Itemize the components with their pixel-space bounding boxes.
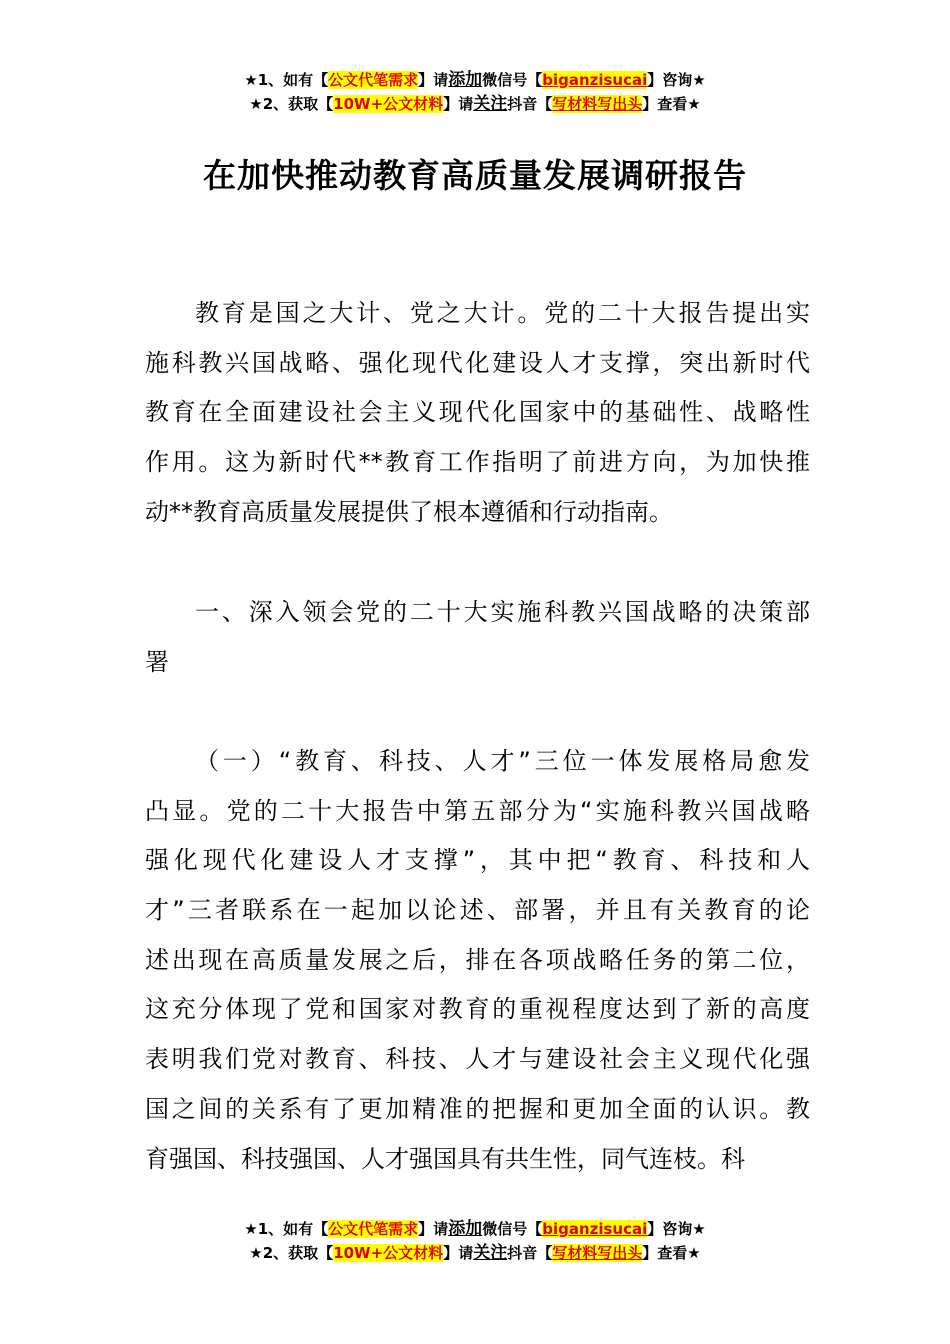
banner-text: 】咨询★ (647, 1220, 706, 1238)
section-heading-1 (145, 588, 810, 687)
banner-text: 】请 (443, 1244, 474, 1262)
text-line: 强化现代化建设人才支撑”，其中把“教育、科技和人 (145, 846, 810, 875)
text-line: 育强国、科技强国、人才强国具有共生性，同气连枝。科 (145, 1144, 745, 1173)
text-line: 教育是国之大计、党之大计。党的二十大报告提出实 (195, 299, 810, 327)
text-line: 署 (145, 647, 169, 676)
text-line: 施科教兴国战略、强化现代化建设人才支撑，突出新时代 (145, 348, 810, 377)
banner-text: 】请 (443, 95, 474, 113)
banner-text: 】请 (418, 1220, 449, 1238)
text-line: （一）“教育、科技、人才”三位一体发展格局愈发 (195, 747, 810, 775)
text-line: 动**教育高质量发展提供了根本遵循和行动指南。 (145, 497, 673, 526)
banner-highlight: 公文代笔需求 (328, 1220, 419, 1238)
banner-text: 】请 (418, 71, 449, 89)
banner-emphasis: 添加 (448, 1219, 483, 1239)
banner-text: 抖音【 (507, 1244, 553, 1262)
banner-highlight: 公文代笔需求 (328, 71, 419, 89)
banner-line (0, 1241, 950, 1265)
text-line: 表明我们党对教育、科技、人才与建设社会主义现代化强 (145, 1045, 810, 1074)
document-title: 在加快推动教育高质量发展调研报告 (203, 156, 747, 195)
banner-line (0, 68, 950, 92)
banner-text: 微信号【 (482, 1220, 543, 1238)
banner-highlight: 10W+公文材料 (333, 1244, 444, 1262)
banner-highlight-link[interactable]: 写材料写出头 (552, 95, 643, 113)
banner-text: ★2、获取【 (249, 1244, 334, 1262)
banner-text: 微信号【 (482, 71, 543, 89)
banner-line (0, 92, 950, 116)
banner-emphasis: 添加 (448, 70, 483, 90)
banner-text: ★1、如有【 (244, 1220, 329, 1238)
banner-text: 】咨询★ (647, 71, 706, 89)
banner-highlight: 10W+公文材料 (333, 95, 444, 113)
text-line: 才”三者联系在一起加以论述、部署，并且有关教育的论 (145, 896, 810, 925)
banner-line (0, 1217, 950, 1241)
text-line: 一、深入领会党的二十大实施科教兴国战略的决策部 (195, 598, 810, 626)
banner-text: ★2、获取【 (249, 95, 334, 113)
banner-emphasis: 关注 (473, 1243, 508, 1263)
paragraph-intro (145, 289, 810, 537)
banner-highlight-link[interactable]: 写材料写出头 (552, 1244, 643, 1262)
banner-text: 】查看★ (642, 95, 701, 113)
banner-highlight-link[interactable]: biganzisucai (542, 71, 648, 89)
promo-banner-bottom (0, 1217, 950, 1265)
text-line: 这充分体现了党和国家对教育的重视程度达到了新的高度 (145, 995, 810, 1024)
text-line: 教育在全面建设社会主义现代化国家中的基础性、战略性 (145, 398, 810, 427)
promo-banner-top (0, 68, 950, 116)
banner-emphasis: 关注 (473, 94, 508, 114)
paragraph-1-1 (145, 737, 810, 1184)
text-line: 述出现在高质量发展之后，排在各项战略任务的第二位， (145, 945, 810, 974)
banner-highlight-link[interactable]: biganzisucai (542, 1220, 648, 1238)
text-line: 作用。这为新时代**教育工作指明了前进方向，为加快推 (145, 448, 810, 477)
text-line: 凸显。党的二十大报告中第五部分为“实施科教兴国战略 (145, 796, 810, 825)
banner-text: 】查看★ (642, 1244, 701, 1262)
text-line: 国之间的关系有了更加精准的把握和更加全面的认识。教 (145, 1094, 810, 1123)
banner-text: ★1、如有【 (244, 71, 329, 89)
banner-text: 抖音【 (507, 95, 553, 113)
